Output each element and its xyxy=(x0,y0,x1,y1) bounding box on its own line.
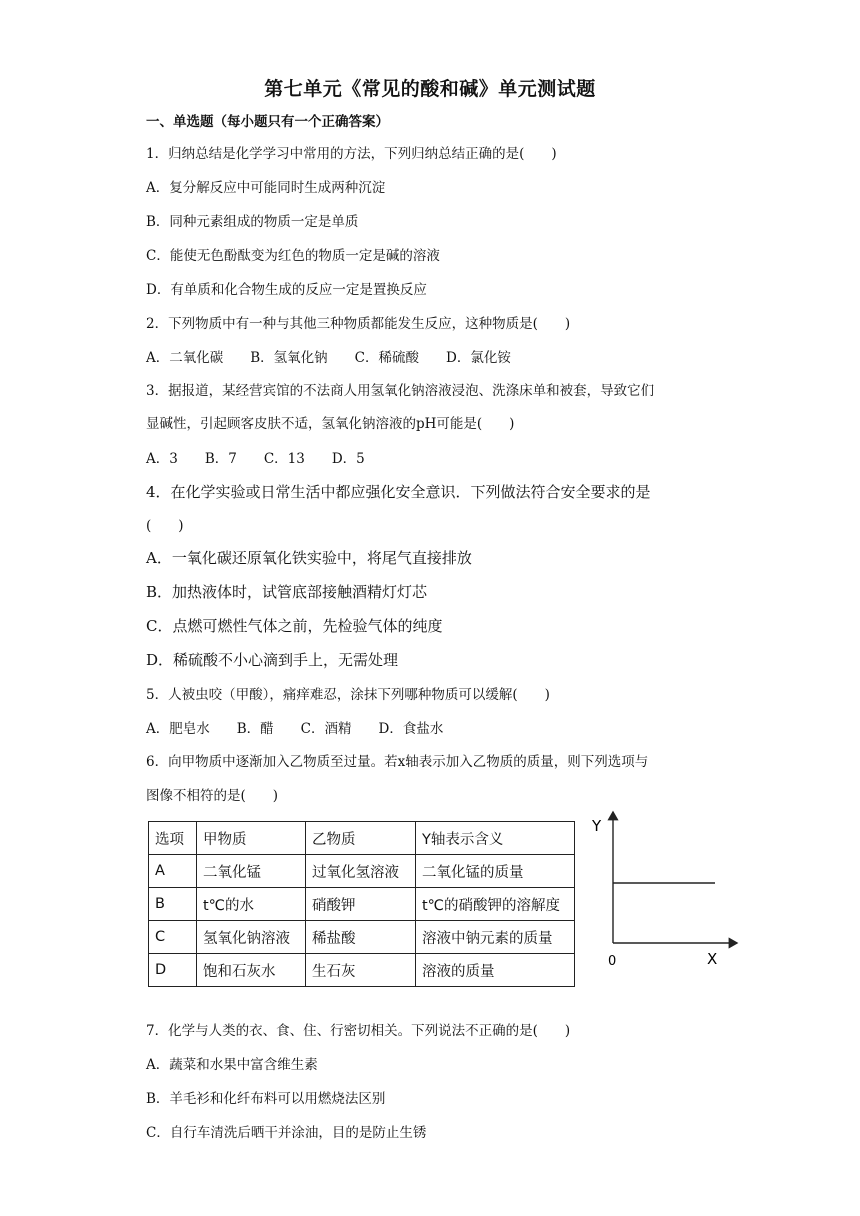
table-cell: t℃的水 xyxy=(197,888,306,921)
question-1-option-b: B．同种元素组成的物质一定是单质 xyxy=(146,214,359,230)
table-header-cell: 乙物质 xyxy=(306,822,416,855)
question-4-stem-line-1: 4．在化学实验或日常生活中都应强化安全意识．下列做法符合安全要求的是 xyxy=(146,483,651,501)
table-cell: 生石灰 xyxy=(306,954,416,987)
table-header-cell: 甲物质 xyxy=(197,822,306,855)
question-2-stem: 2．下列物质中有一种与其他三种物质都能发生反应，这种物质是( ) xyxy=(146,316,571,332)
table-cell: 二氧化锰的质量 xyxy=(416,855,575,888)
table-cell: 硝酸钾 xyxy=(306,888,416,921)
y-axis-label: Y xyxy=(592,817,602,835)
table-cell: 溶液的质量 xyxy=(416,954,575,987)
table-header-cell: 选项 xyxy=(149,822,197,855)
question-1-option-a: A．复分解反应中可能同时生成两种沉淀 xyxy=(146,180,386,196)
question-4-option-c: C．点燃可燃性气体之前，先检验气体的纯度 xyxy=(146,617,443,635)
question-7-option-b: B．羊毛衫和化纤布料可以用燃烧法区别 xyxy=(146,1091,386,1107)
question-6-stem-line-2: 图像不相符的是( ) xyxy=(146,788,279,804)
question-6-stem-line-1: 6．向甲物质中逐渐加入乙物质至过量。若x轴表示加入乙物质的质量，则下列选项与 xyxy=(146,754,649,770)
table-cell: 饱和石灰水 xyxy=(197,954,306,987)
question-4-stem-line-2: ( ) xyxy=(146,518,184,534)
question-4-option-d: D．稀硫酸不小心滴到手上，无需处理 xyxy=(146,651,399,669)
x-axis-label: X xyxy=(707,950,718,968)
document-title: 第七单元《常见的酸和碱》单元测试题 xyxy=(264,78,596,100)
question-4-option-b: B．加热液体时，试管底部接触酒精灯灯芯 xyxy=(146,583,428,601)
question-2-options: A．二氧化碳 B．氢氧化钠 C．稀硫酸 D．氯化铵 xyxy=(146,350,511,366)
question-1-option-c: C．能使无色酚酞变为红色的物质一定是碱的溶液 xyxy=(146,248,440,264)
question-7-option-c: C．自行车清洗后晒干并涂油，目的是防止生锈 xyxy=(146,1125,427,1141)
table-row xyxy=(149,954,575,987)
question-3-stem-line-2: 显碱性，引起顾客皮肤不适，氢氧化钠溶液的pH可能是( ) xyxy=(146,416,515,432)
table-cell: D xyxy=(149,954,197,987)
question-3-stem-line-1: 3．据报道，某经营宾馆的不法商人用氢氧化钠溶液浸泡、洗涤床单和被套，导致它们 xyxy=(146,383,655,399)
question-6-graph xyxy=(590,808,750,973)
table-cell: C xyxy=(149,921,197,954)
question-7-stem: 7．化学与人类的衣、食、住、行密切相关。下列说法不正确的是( ) xyxy=(146,1023,571,1039)
table-row xyxy=(149,921,575,954)
question-5-options: A．肥皂水 B．醋 C．酒精 D．食盐水 xyxy=(146,721,444,737)
question-6-table xyxy=(148,821,575,987)
table-cell: A xyxy=(149,855,197,888)
question-7-option-a: A．蔬菜和水果中富含维生素 xyxy=(146,1057,318,1073)
question-5-stem: 5．人被虫咬（甲酸），痛痒难忍，涂抹下列哪种物质可以缓解( ) xyxy=(146,687,550,703)
question-4-option-a: A．一氧化碳还原氧化铁实验中，将尾气直接排放 xyxy=(146,549,472,567)
table-row xyxy=(149,888,575,921)
table-cell: 过氧化氢溶液 xyxy=(306,855,416,888)
table-header-row xyxy=(149,822,575,855)
table-cell: 二氧化锰 xyxy=(197,855,306,888)
table-cell: t℃的硝酸钾的溶解度 xyxy=(416,888,575,921)
table-cell: 溶液中钠元素的质量 xyxy=(416,921,575,954)
table-row xyxy=(149,855,575,888)
table-header-cell: Y轴表示含义 xyxy=(416,822,575,855)
origin-label: 0 xyxy=(608,954,617,969)
table-cell: 氢氧化钠溶液 xyxy=(197,921,306,954)
question-1-stem: 1．归纳总结是化学学习中常用的方法，下列归纳总结正确的是( ) xyxy=(146,146,557,162)
question-1-option-d: D．有单质和化合物生成的反应一定是置换反应 xyxy=(146,282,427,298)
section-heading: 一、单选题（每小题只有一个正确答案） xyxy=(146,114,389,130)
question-3-options: A．3 B．7 C．13 D．5 xyxy=(146,451,365,467)
table-cell: 稀盐酸 xyxy=(306,921,416,954)
table-cell: B xyxy=(149,888,197,921)
